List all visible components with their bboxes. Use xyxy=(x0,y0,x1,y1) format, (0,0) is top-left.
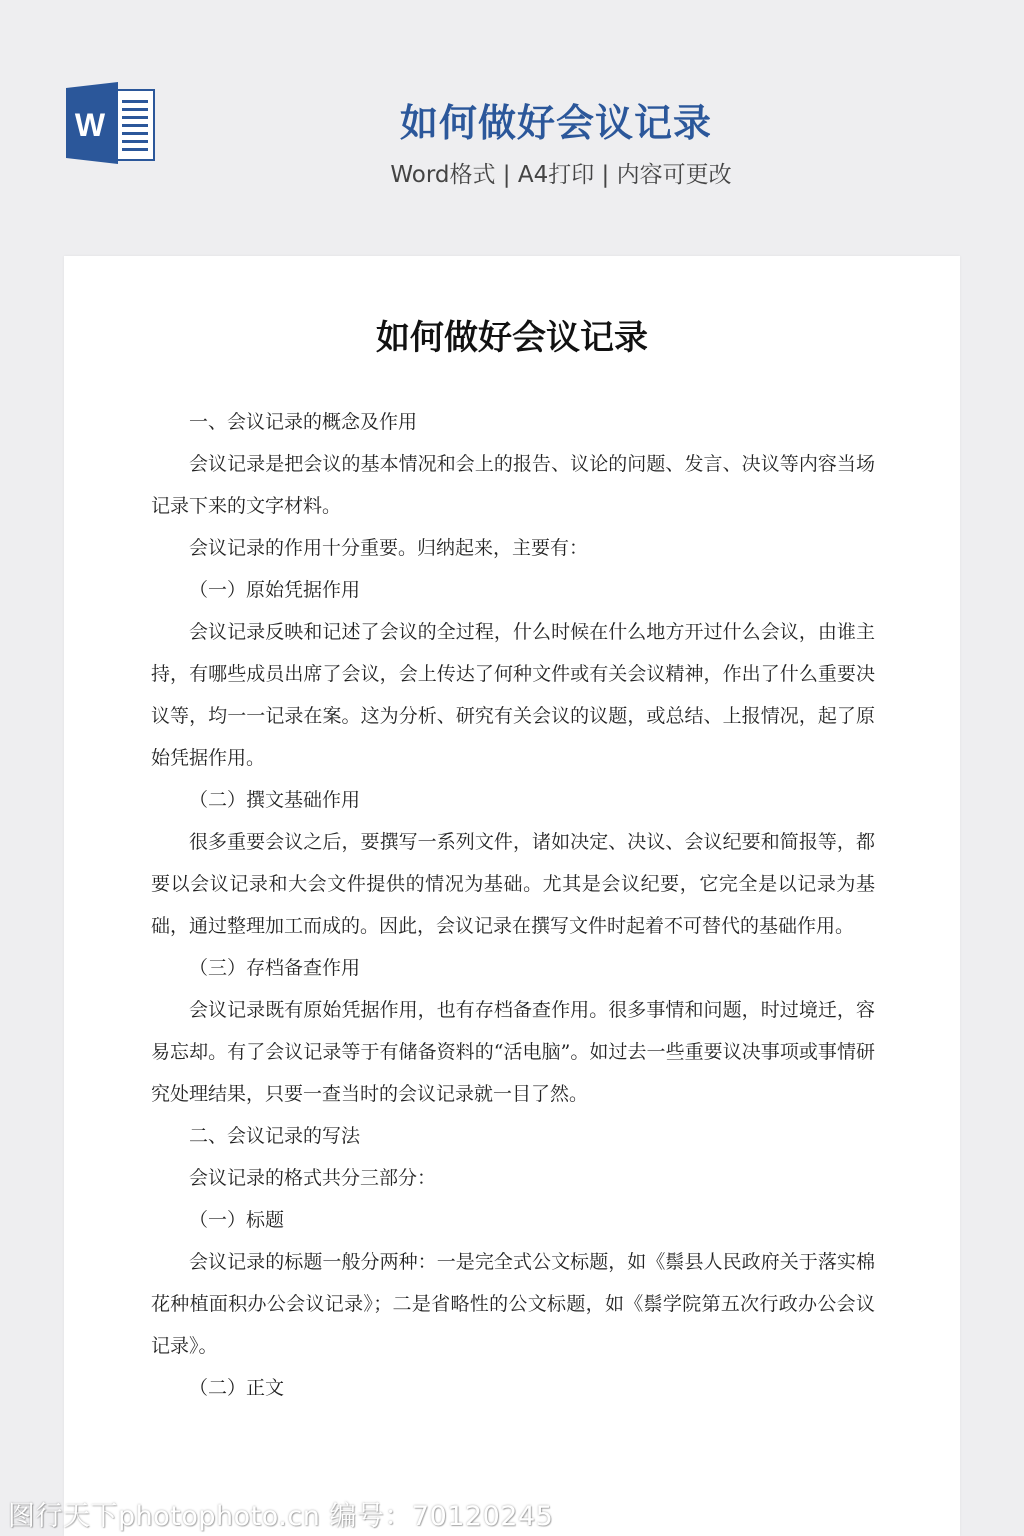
document-body xyxy=(151,401,875,1409)
subsection-heading: （二）撰文基础作用 xyxy=(189,789,361,811)
section-heading: 二、会议记录的写法 xyxy=(189,1125,361,1147)
paragraph: 很多重要会议之后，要撰写一系列文件，诸如决定、决议、会议纪要和简报等，都要以会议记录和大会文件提供的情况为基础。尤其是会议纪要，它完全是以记录为基础，通过整理加工而成的。因此，会议记录在撰写文件时起着不可替代的基础作用。 xyxy=(151,831,875,937)
paragraph: 会议记录的格式共分三部分： xyxy=(189,1167,437,1189)
subsection-heading: （一）标题 xyxy=(189,1209,285,1231)
paragraph: 会议记录的标题一般分两种：一是完全式公文标题，如《鬃县人民政府关于落实棉花种植面积办公会议记录》；二是省略性的公文标题，如《鬃学院第五次行政办公会议记录》。 xyxy=(151,1251,875,1357)
word-document-icon xyxy=(66,82,156,164)
banner-title: 如何做好会议记录 xyxy=(399,101,712,145)
subsection-heading: （一）原始凭据作用 xyxy=(189,579,361,601)
subsection-heading: （二）正文 xyxy=(189,1377,285,1399)
paragraph: 会议记录既有原始凭据作用，也有存档备查作用。很多事情和问题，时过境迁，容易忘却。有了会议记录等于有储备资料的“活电脑”。如过去一些重要议决事项或事情研究处理结果，只要一查当时的会议记录就一目了然。 xyxy=(151,999,875,1105)
paragraph: 会议记录反映和记述了会议的全过程，什么时候在什么地方开过什么会议，由谁主持，有哪些成员出席了会议，会上传达了何种文件或有关会议精神，作出了什么重要决议等，均一一记录在案。这为分析、研究有关会议的议题，或总结、上报情况，起了原始凭据作用。 xyxy=(151,621,875,769)
word-icon-letter: W xyxy=(74,107,106,143)
section-heading: 一、会议记录的概念及作用 xyxy=(189,411,418,433)
banner-subtitle: Word格式 | A4打印 | 内容可更改 xyxy=(390,162,732,188)
banner xyxy=(0,0,1024,256)
watermark: 图行天下photophoto.cn 编号：70120245 xyxy=(8,1501,554,1532)
document-title: 如何做好会议记录 xyxy=(376,318,648,358)
paragraph: 会议记录的作用十分重要。归纳起来，主要有： xyxy=(189,537,589,559)
subsection-heading: （三）存档备查作用 xyxy=(189,957,361,979)
document-page xyxy=(64,256,960,1536)
paragraph: 会议记录是把会议的基本情况和会上的报告、议论的问题、发言、决议等内容当场记录下来的文字材料。 xyxy=(151,453,875,517)
